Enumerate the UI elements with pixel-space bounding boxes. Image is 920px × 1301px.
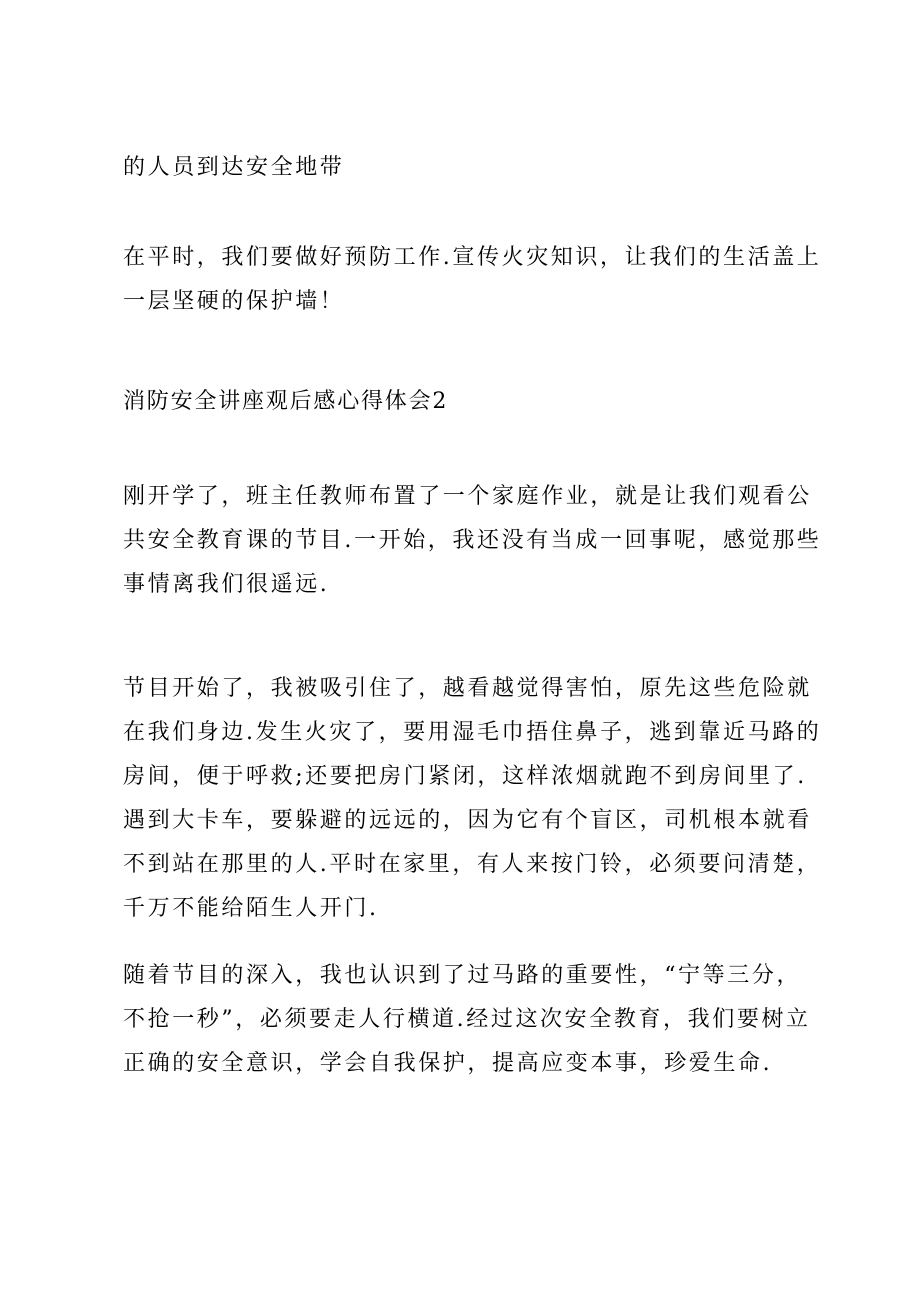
- paragraph-prevention: 在平时，我们要做好预防工作.宣传火灾知识，让我们的生活盖上一层坚硬的保护墙！: [123, 245, 822, 314]
- paragraph-program: 节目开始了，我被吸引住了，越看越觉得害怕，原先这些危险就在我们身边.发生火灾了，要用湿毛巾捂住鼻子，逃到靠近马路的房间，便于呼救;还要把房门紧闭，这样浓烟就跑不到房间里了.遇到大卡车，要躲避的远远的，因为它有个盲区，司机根本就看不到站在那里的人.平时在家里，有人来按门铃，必须要问清楚，千万不能给陌生人开门.: [123, 676, 822, 921]
- paragraph-continuation: 的人员到达安全地带: [123, 155, 345, 180]
- paragraph-conclusion: 随着节目的深入，我也认识到了过马路的重要性，“宁等三分，不抢一秒”，必须要走人行横道.经过这次安全教育，我们要树立正确的安全意识，学会自我保护，提高应变本事，珍爱生命.: [123, 963, 811, 1076]
- paragraph-intro: 刚开学了，班主任教师布置了一个家庭作业，就是让我们观看公共安全教育课的节目.一开始，我还没有当成一回事呢，感觉那些事情离我们很遥远.: [123, 484, 822, 597]
- section-heading: 消防安全讲座观后感心得体会2: [123, 389, 449, 414]
